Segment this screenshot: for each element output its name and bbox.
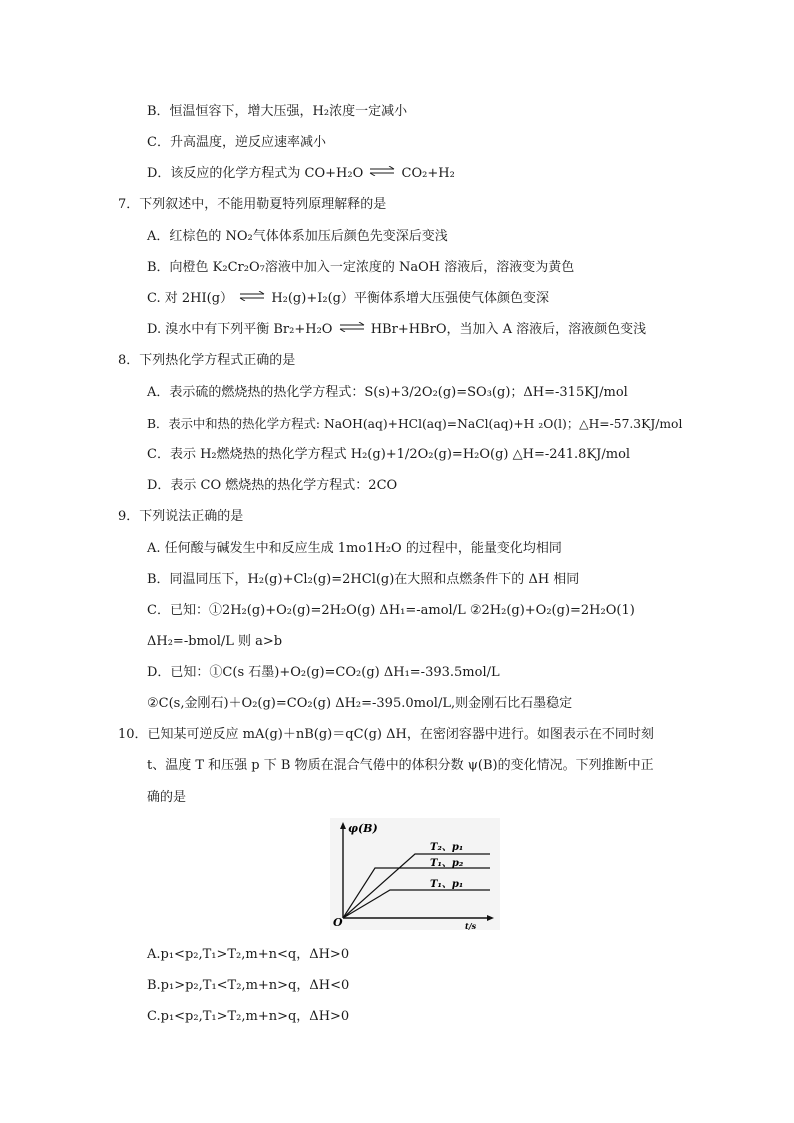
q7-option-d-right: HBr+HBrO，当加入 A 溶液后，溶液颜色变浅 xyxy=(370,322,647,337)
q6-option-d-right: CO₂+H₂ xyxy=(401,166,455,181)
y-axis-label: φ(B) xyxy=(348,822,378,835)
q9-option-d-line1: D．已知：①C(s 石墨)+O₂(g)=CO₂(g) ΔH₁=-393.5mol/L xyxy=(147,665,500,680)
q10-option-a: A.p₁<p₂,T₁>T₂,m+n<q，ΔH>0 xyxy=(147,947,350,962)
q10-option-b: B.p₁>p₂,T₁<T₂,m+n>q，ΔH<0 xyxy=(147,978,350,993)
q7-option-c-left: C. 对 2HI(g） xyxy=(147,291,234,306)
curve-label-t1-p1: T₁、p₁ xyxy=(430,879,464,890)
q8-option-a: A．表示硫的燃烧热的热化学方程式：S(s)+3/2O₂(g)=SO₃(g)；ΔH=-315KJ/mol xyxy=(147,385,628,400)
figure-svg xyxy=(330,818,500,930)
q9-option-b: B．同温同压下，H₂(g)+Cl₂(g)=2HCl(g)在大照和点燃条件下的 ΔH 相同 xyxy=(147,572,580,587)
q6-option-d-left: D．该反应的化学方程式为 CO+H₂O xyxy=(147,166,364,181)
q6-option-d xyxy=(147,165,455,183)
equilibrium-arrow-icon xyxy=(369,166,395,176)
q7-option-c-right: H₂(g)+I₂(g）平衡体系增大压强使气体颜色变深 xyxy=(271,291,549,306)
q8-option-c: C．表示 H₂燃烧热的热化学方程式 H₂(g)+1/2O₂(g)=H₂O(g) △H=-241.8KJ/mol xyxy=(147,447,631,462)
q8-option-b: B．表示中和热的热化学方程式: NaOH(aq)+HCl(aq)=NaCl(aq)+H ₂O(l)；△H=-57.3KJ/mol xyxy=(147,417,683,431)
q10-stem-line2: t、温度 T 和压强 p 下 B 物质在混合气倦中的体积分数 ψ(B)的变化情况。下列推断中正 xyxy=(147,758,654,773)
q7-option-c xyxy=(147,290,549,308)
q9-stem: 9．下列说法正确的是 xyxy=(118,509,244,524)
q6-option-c: C．升高温度，逆反应速率减小 xyxy=(147,135,326,150)
equilibrium-arrow-icon xyxy=(239,291,265,301)
q7-stem: 7．下列叙述中，不能用勒夏特列原理解释的是 xyxy=(118,197,387,212)
q9-option-c-line1: C．已知：①2H₂(g)+O₂(g)=2H₂O(g) ΔH₁=-amol/L ②2H₂(g)+O₂(g)=2H₂O(1) xyxy=(147,603,635,618)
q8-option-d: D．表示 CO 燃烧热的热化学方程式：2CO xyxy=(147,478,398,493)
curve-label-t2-p1: T₂、p₁ xyxy=(430,842,464,853)
phi-b-vs-time-figure xyxy=(330,818,500,934)
q9-option-d-line2: ②C(s,金刚石)＋O₂(g)=CO₂(g) ΔH₂=-395.0mol/L,则金刚石比石墨稳定 xyxy=(147,696,573,711)
q7-option-d xyxy=(147,321,646,339)
q7-option-a: A．红棕色的 NO₂气体体系加压后颜色先变深后变浅 xyxy=(147,229,448,244)
q10-stem-line1: 10．已知某可逆反应 mA(g)＋nB(g)＝qC(g) ΔH，在密闭容器中进行。如图表示在不同时刻 xyxy=(118,727,654,742)
q7-option-d-left: D. 溴水中有下列平衡 Br₂+H₂O xyxy=(147,322,333,337)
equilibrium-arrow-icon xyxy=(339,322,365,332)
q8-stem: 8．下列热化学方程式正确的是 xyxy=(118,353,296,368)
q10-stem-line3: 确的是 xyxy=(147,790,187,805)
curve-label-t1-p2: T₁、p₂ xyxy=(430,858,464,869)
q9-option-c-line2: ΔH₂=-bmol/L 则 a>b xyxy=(147,634,283,649)
q6-option-b: B．恒温恒容下，增大压强，H₂浓度一定减小 xyxy=(147,104,408,119)
q9-option-a: A. 任何酸与碱发生中和反应生成 1mo1H₂O 的过程中，能量变化均相同 xyxy=(147,541,562,556)
origin-label: O xyxy=(333,916,343,929)
q7-option-b: B．向橙色 K₂Cr₂O₇溶液中加入一定浓度的 NaOH 溶液后，溶液变为黄色 xyxy=(147,260,575,275)
q10-option-c: C.p₁<p₂,T₁>T₂,m+n>q，ΔH>0 xyxy=(147,1009,350,1024)
x-axis-label: t/s xyxy=(465,921,477,930)
